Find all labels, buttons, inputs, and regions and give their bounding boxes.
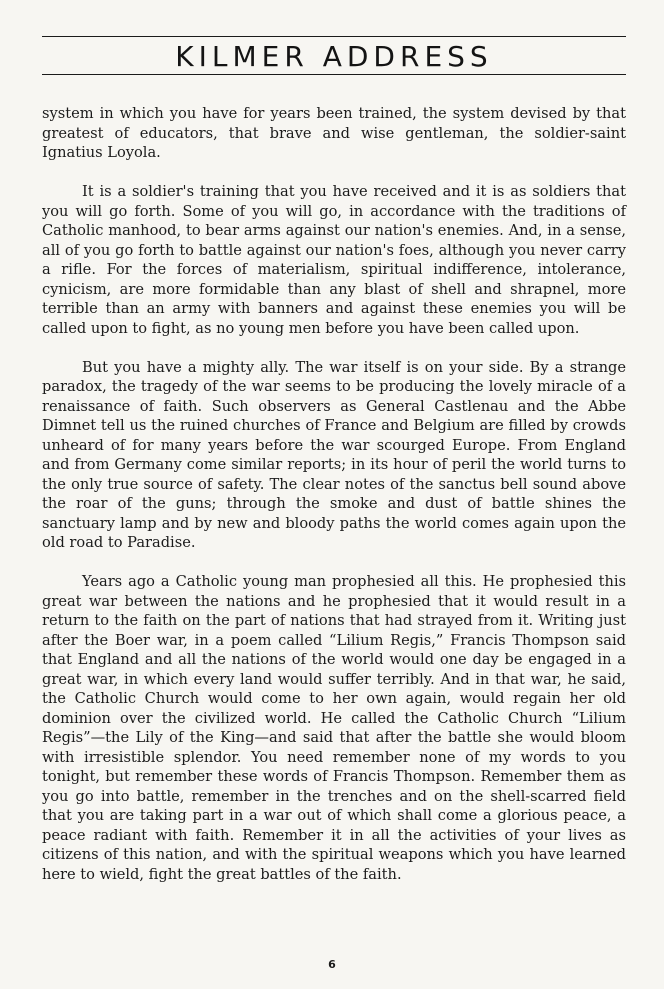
paragraph-prophecy: Years ago a Catholic young man prophesied all this. He prophesied this great war between the nations and he prophesied that it would result in a return to the faith on the part of nations that had strayed from it. Writing just after the Boer war, in a poem called “Lilium Regis,” Francis Thompson said that England and all the nations of the world would one day be engaged in a great war, in which every land would suffer terribly. And in that war, he said, the Catholic Church would come to her own again, would regain her old dominion over the civilized world. He called the Catholic Church “Lilium Regis”—the Lily of the King—and said that after the battle she would bloom with irresistible splendor. You need remember none of my words to you tonight, but remember these words of Francis Thompson. Remember them as you go into battle, remember in the trenches and on the shell-scarred field that you are taking part in a war out of which shall come a glorious peace, a peace radiant with faith. Remember it in all the activities of your lives as citizens of this nation, and with the spiritual weapons which you have learned here to wield, fight the great battles of the faith. — [42, 573, 626, 883]
header-bottom-rule — [42, 74, 626, 75]
page-number: 6 — [328, 958, 336, 971]
paragraph-soldiers-training: It is a soldier's training that you have received and it is as soldiers that you will go forth. Some of you will go, in accordance with the traditions of Catholic manhood, to bear arms against our nation's enemies. And, in a sense, all of you go forth to battle against our nation's foes, although you never carry a rifle. For the forces of materialism, spiritual indifference, intolerance, cynicism, are more formidable than any blast of shell and shrapnel, more terrible than an army with banners and against these enemies you will be called upon to fight, as no young men before you have been called upon. — [42, 183, 626, 337]
header-top-rule — [42, 36, 626, 37]
paragraph-continuation: system in which you have for years been trained, the system devised by that greatest of educators, that brave and wise gentleman, the soldier-saint Ignatius Loyola. — [42, 105, 626, 161]
page-header-title: KILMER ADDRESS — [175, 40, 493, 73]
paragraph-mighty-ally: But you have a mighty ally. The war itself is on your side. By a strange paradox, the tragedy of the war seems to be producing the lovely miracle of a renaissance of faith. Such observers as General Castlenau and the Abbe Dimnet tell us the ruined churches of France and Belgium are filled by crowds unheard of for many years before the war scourged Europe. From England and from Germany come similar reports; in its hour of peril the world turns to the only true source of safety. The clear notes of the sanctus bell sound above the roar of the guns; through the smoke and dust of battle shines the sanctuary lamp and by new and bloody paths the world comes again upon the old road to Paradise. — [42, 358, 626, 551]
body-text — [42, 104, 626, 904]
